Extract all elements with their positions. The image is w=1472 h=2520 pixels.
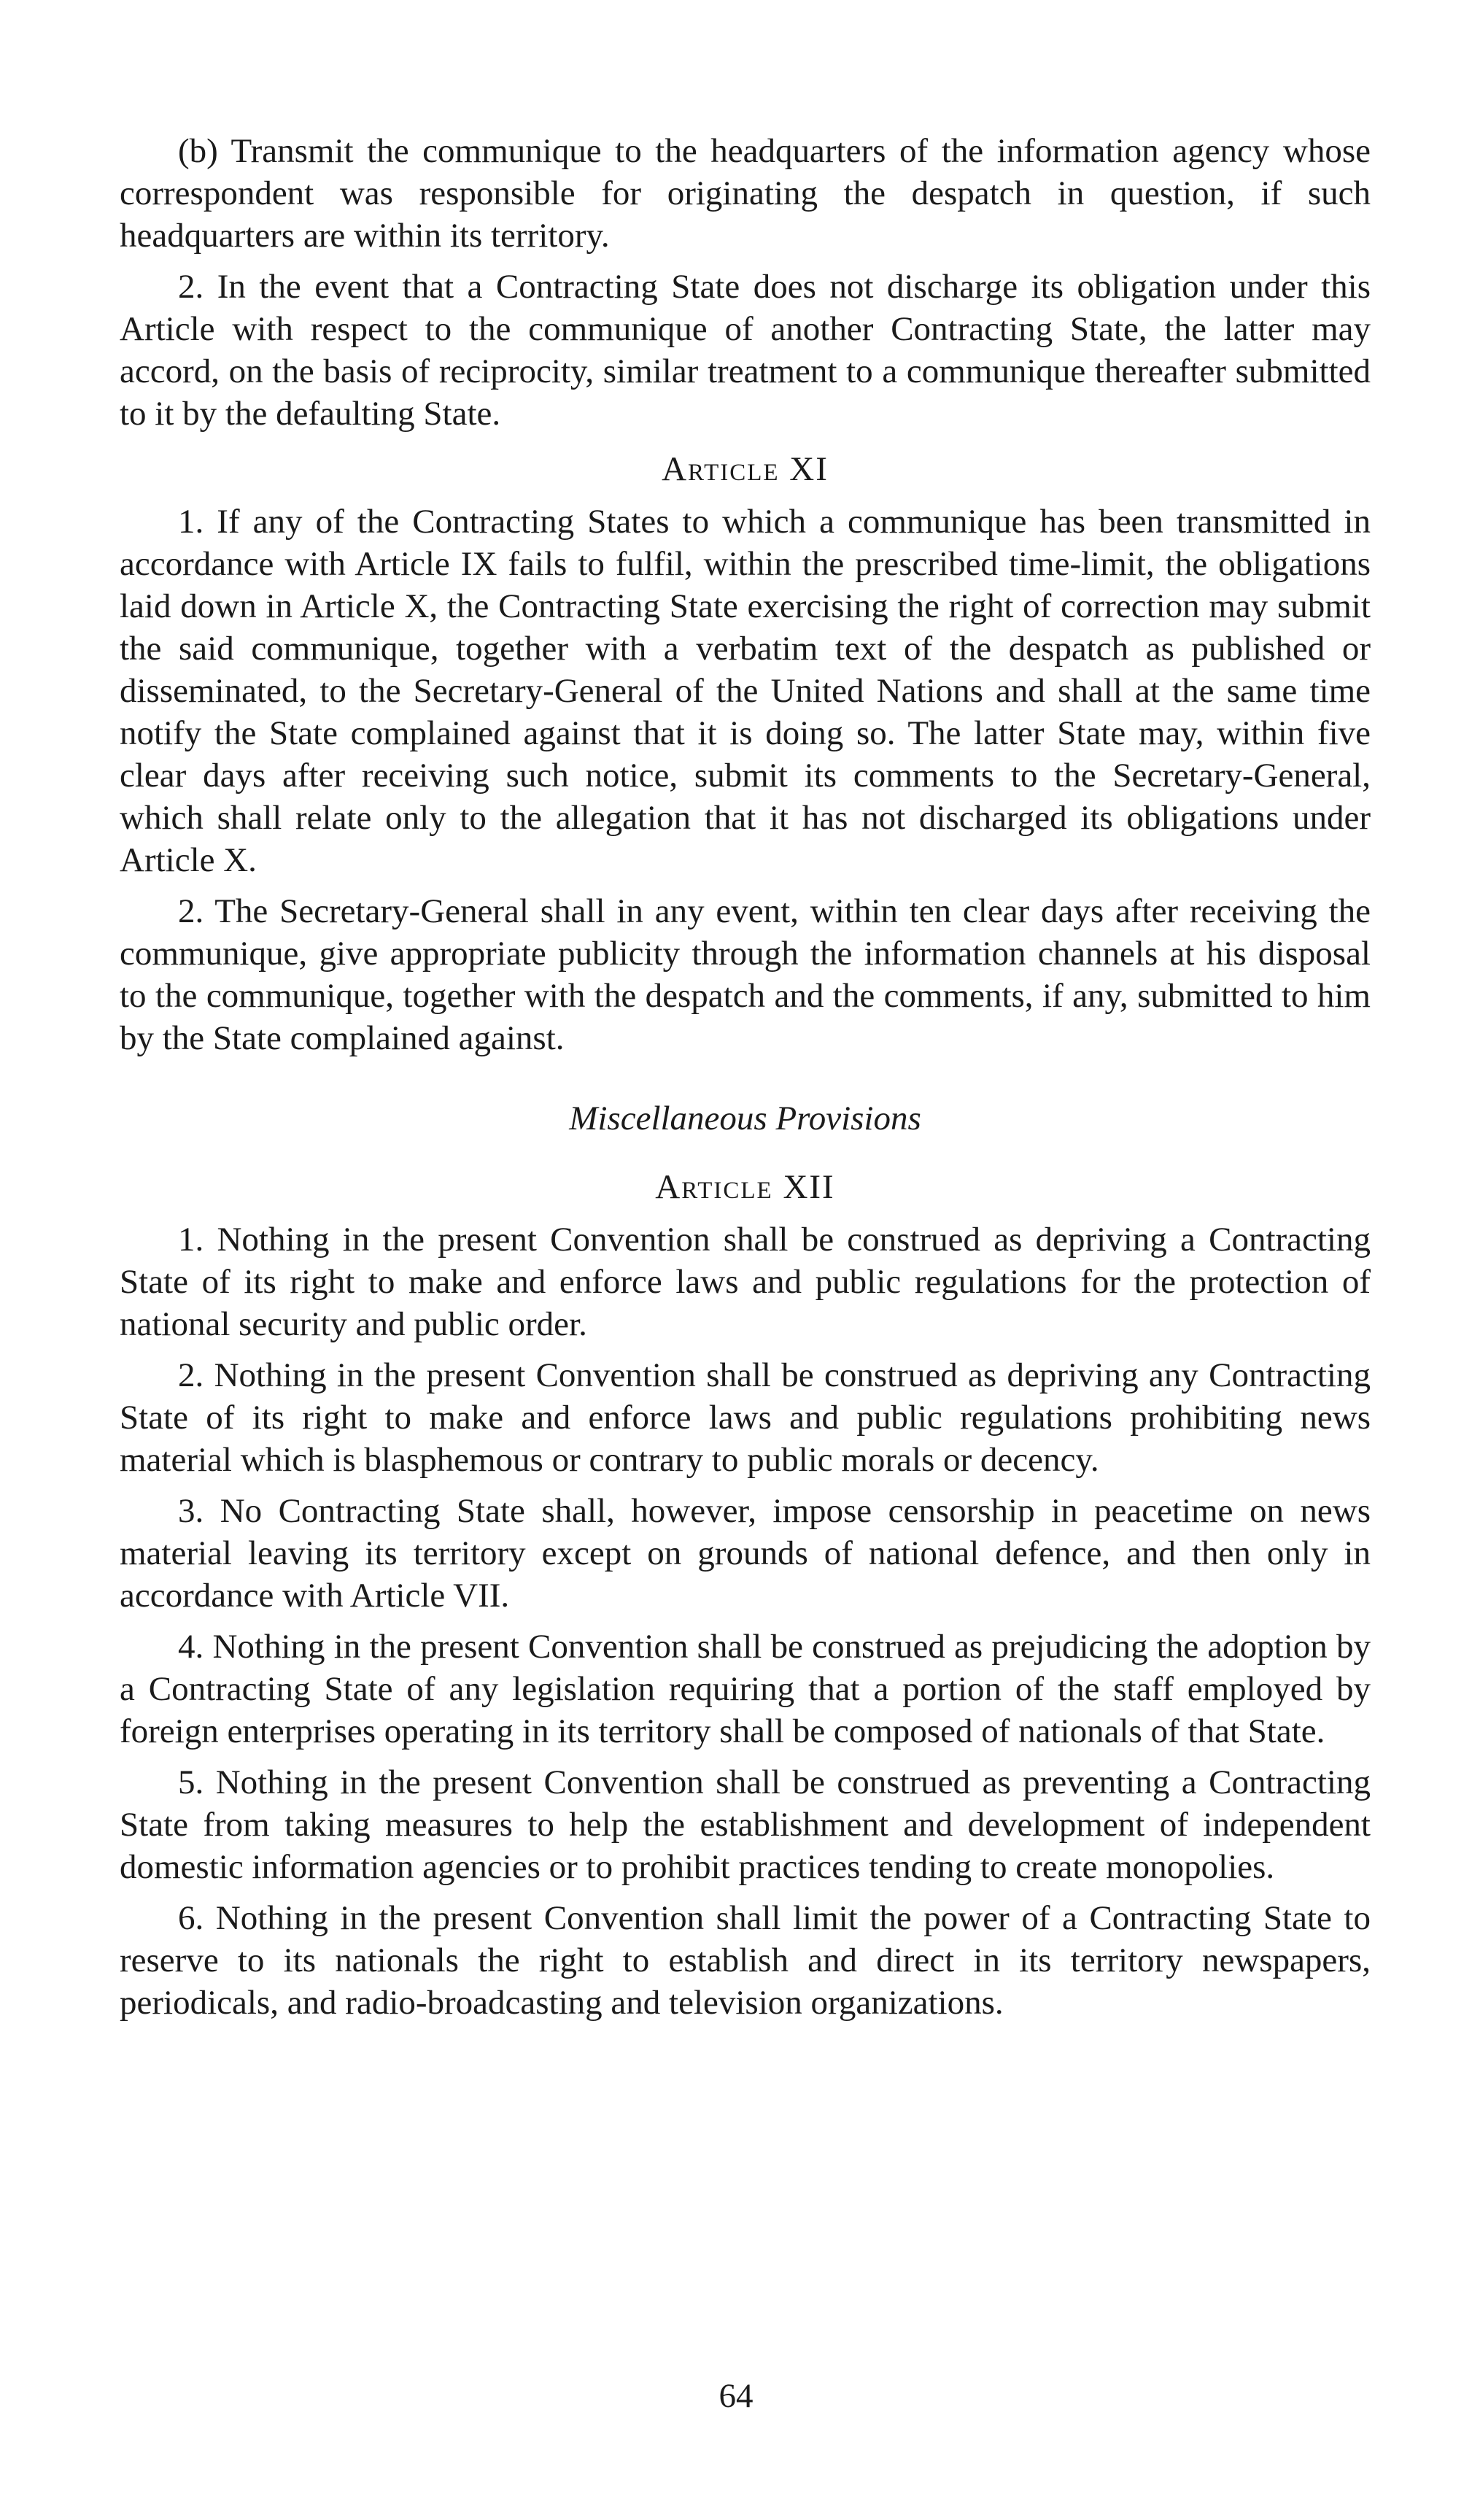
article-xii-paragraph-5: 5. Nothing in the present Convention shall be construed as preventing a Contracting State from taking measures to help the establishment and development of independent domestic information agencies or to prohibit practices tending to create monopolies. bbox=[120, 1763, 1371, 1886]
article-x-paragraph-b: (b) Transmit the communique to the headquarters of the information agency whose correspondent was responsible for originating the despatch in question, if such headquarters are within its territory. bbox=[120, 132, 1371, 255]
article-x-continuation bbox=[120, 130, 1371, 435]
article-xii-paragraph-4: 4. Nothing in the present Convention shall be construed as prejudicing the adoption by a Contracting State of any legislation requiring that a portion of the staff employed by foreign enterprises operating in its territory shall be composed of nationals of that State. bbox=[120, 1628, 1371, 1750]
article-xii-paragraph-3: 3. No Contracting State shall, however, impose censorship in peacetime on news material leaving its territory except on grounds of national defence, and then only in accordance with Article VII. bbox=[120, 1492, 1371, 1615]
article-xii-heading: Article XII bbox=[655, 1168, 835, 1206]
document-page bbox=[120, 130, 1371, 2024]
article-x-paragraph-2: 2. In the event that a Contracting State does not discharge its obligation under this Article with respect to the communique of another Contracting State, the latter may accord, on the basis of reciprocity, similar treatment to a communique thereafter submitted to it by the defaulting State. bbox=[120, 268, 1371, 433]
article-xi-heading: Article XI bbox=[662, 450, 829, 488]
article-xii-paragraph-2: 2. Nothing in the present Convention shall be construed as depriving any Contracting State of its right to make and enforce laws and public regulations prohibiting news material which is blasphemous or contrary to public morals or decency. bbox=[120, 1356, 1371, 1479]
article-xii-body bbox=[120, 1218, 1371, 2024]
article-xi-paragraph-2: 2. The Secretary-General shall in any event, within ten clear days after receiving the communique, give appropriate publicity through the information channels at his disposal to the communique, together with the despatch and the comments, if any, submitted to him by the State complained against. bbox=[120, 892, 1371, 1057]
article-xii-paragraph-6: 6. Nothing in the present Convention shall limit the power of a Contracting State to reserve to its nationals the right to establish and direct in its territory newspapers, periodicals, and radio-broadcasting and television organizations. bbox=[120, 1899, 1371, 2022]
page-number: 64 bbox=[718, 2377, 754, 2415]
article-xi-body bbox=[120, 500, 1371, 1059]
article-xii-paragraph-1: 1. Nothing in the present Convention shall be construed as depriving a Contracting State of its right to make and enforce laws and public regulations for the protection of national security and public order. bbox=[120, 1221, 1371, 1343]
section-title: Miscellaneous Provisions bbox=[569, 1099, 921, 1137]
article-xi-paragraph-1: 1. If any of the Contracting States to which a communique has been transmitted in accordance with Article IX fails to fulfil, within the prescribed time-limit, the obligations laid down in Article X, the Contracting State exercising the right of correction may submit the said communique, together with a verbatim text of the despatch as published or disseminated, to the Secretary-General of the United Nations and shall at the same time notify the State complained against that it is doing so. The latter State may, within five clear days after receiving such notice, submit its comments to the Secretary-General, which shall relate only to the allegation that it has not discharged its obligations under Article X. bbox=[120, 503, 1371, 879]
